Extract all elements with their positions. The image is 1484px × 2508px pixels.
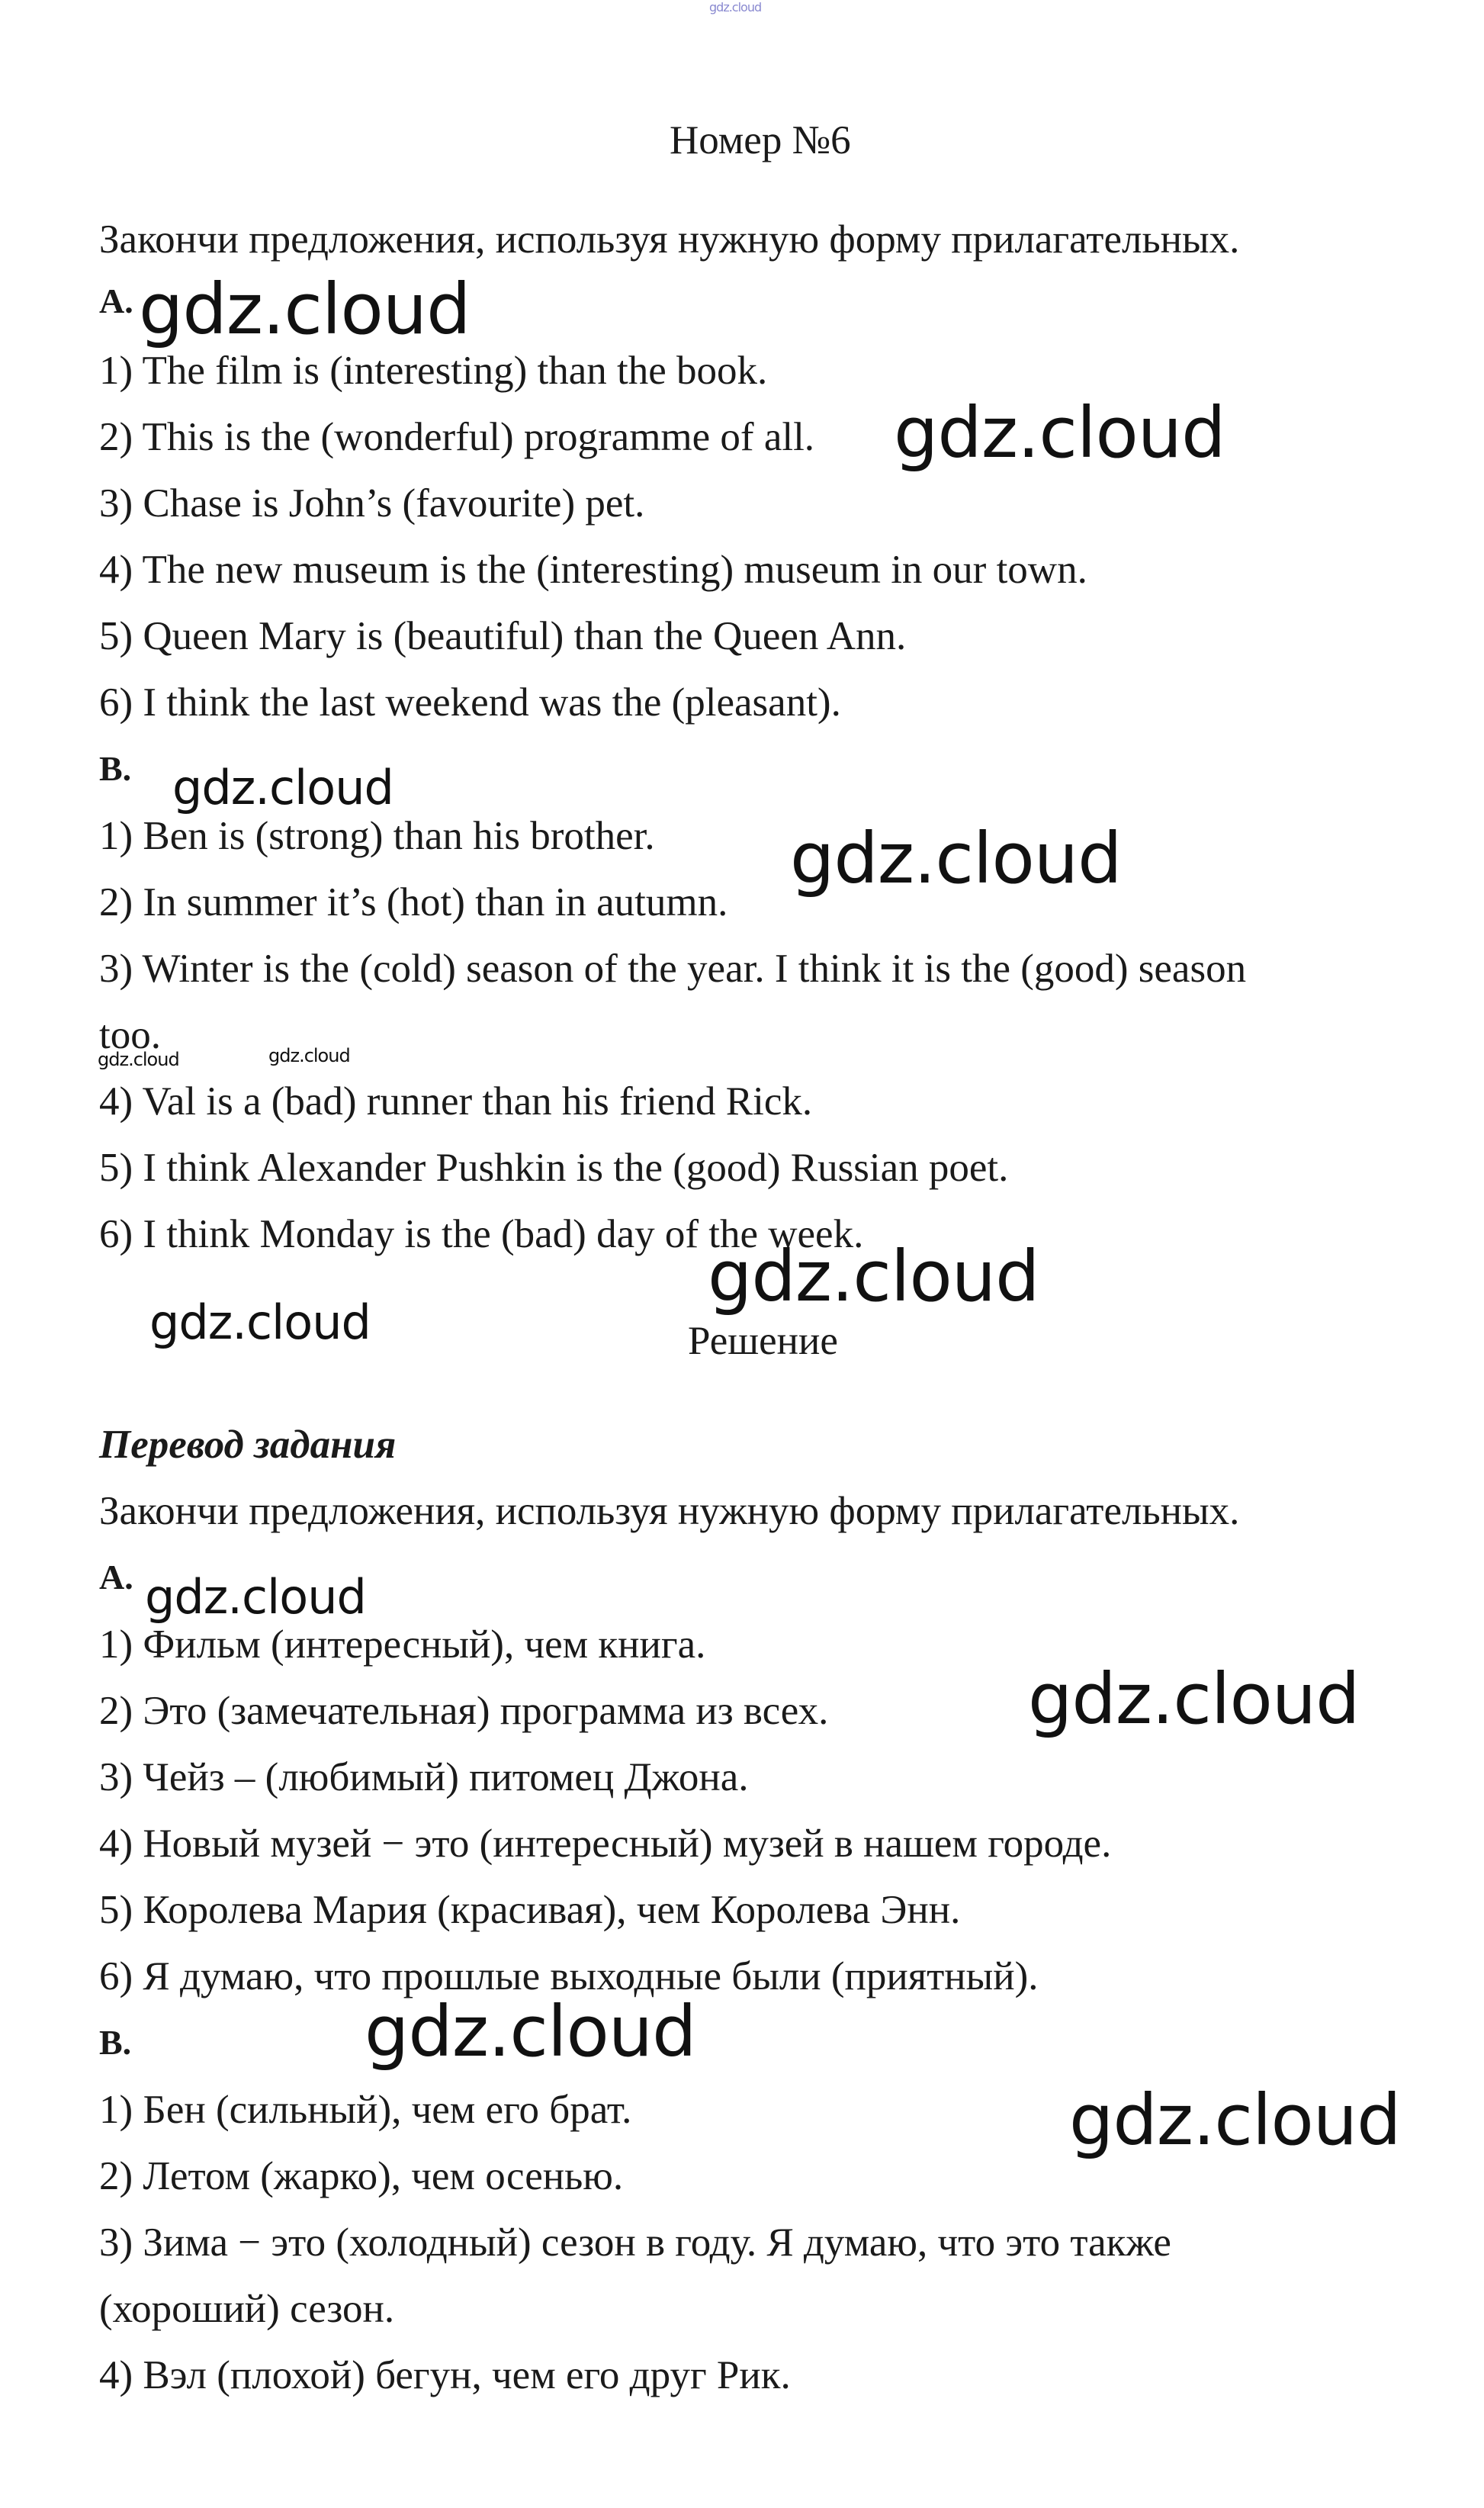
watermark: gdz.cloud [790,818,1122,899]
translation-b-item-1: 1) Бен (сильный), чем его брат. [99,2088,632,2132]
task-b-item-4: 4) Val is a (bad) runner than his friend Rick. [99,1079,813,1124]
task-a-item-5: 5) Queen Mary is (beautiful) than the Queen Ann. [99,614,907,658]
watermark: gdz.cloud [98,1049,179,1070]
task-b-item-6: 6) I think Monday is the (bad) day of the week. [99,1212,864,1256]
watermark: gdz.cloud [268,1045,350,1066]
translation-heading: Перевод задания [99,1423,397,1467]
translation-b-item-3-cont: (хороший) сезон. [99,2287,395,2331]
translation-a-item-2: 2) Это (замечательная) программа из всех. [99,1689,829,1733]
task-b-item-3-cont: too. [99,1013,161,1057]
translation-section-b-label: B. [99,2023,132,2062]
translation-a-item-1: 1) Фильм (интересный), чем книга. [99,1622,706,1667]
section-b-label: B. [99,749,132,788]
watermark: gdz.cloud [1069,2079,1401,2161]
translation-b-item-3: 3) Зима − это (холодный) сезон в году. Я думаю, что это также [99,2220,1171,2265]
watermark: gdz.cloud [365,1991,696,2072]
task-b-item-3: 3) Winter is the (cold) season of the year. I think it is the (good) season [99,947,1247,991]
task-a-item-4: 4) The new museum is the (interesting) museum in our town. [99,548,1087,592]
task-b-item-2: 2) In summer it’s (hot) than in autumn. [99,880,728,924]
translation-a-item-6: 6) Я думаю, что прошлые выходные были (приятный). [99,1954,1039,1998]
translation-b-item-4: 4) Вэл (плохой) бегун, чем его друг Рик. [99,2353,791,2397]
task-a-item-3: 3) Chase is John’s (favourite) pet. [99,481,645,526]
task-a-item-1: 1) The film is (interesting) than the book. [99,349,768,393]
watermark: gdz.cloud [1028,1658,1360,1740]
watermark: gdz.cloud [894,392,1225,474]
task-b-item-1: 1) Ben is (strong) than his brother. [99,814,655,858]
watermark: gdz.cloud [139,268,471,350]
section-a-label: A. [99,281,133,320]
task-b-item-5: 5) I think Alexander Pushkin is the (good) Russian poet. [99,1146,1009,1190]
translation-a-item-4: 4) Новый музей − это (интересный) музей в нашем городе. [99,1822,1112,1866]
task-a-item-2: 2) This is the (wonderful) programme of all. [99,415,815,459]
watermark: gdz.cloud [172,760,393,815]
watermark: gdz.cloud [708,1236,1039,1317]
task-instruction: Закончи предложения, используя нужную форму прилагательных. [99,217,1240,262]
task-a-item-6: 6) I think the last weekend was the (pleasant). [99,680,841,725]
page-title: Номер №6 [670,118,851,162]
watermark: gdz.cloud [149,1294,371,1350]
translation-a-item-3: 3) Чейз – (любимый) питомец Джона. [99,1755,749,1799]
translation-b-item-2: 2) Летом (жарко), чем осенью. [99,2154,624,2198]
translation-a-item-5: 5) Королева Мария (красивая), чем Королева Энн. [99,1888,961,1932]
watermark: gdz.cloud [145,1569,366,1625]
solution-label: Решение [688,1319,838,1363]
translation-section-a-label: A. [99,1558,133,1596]
watermark-top: gdz.cloud [709,0,762,14]
translation-instruction: Закончи предложения, используя нужную форму прилагательных. [99,1489,1240,1533]
